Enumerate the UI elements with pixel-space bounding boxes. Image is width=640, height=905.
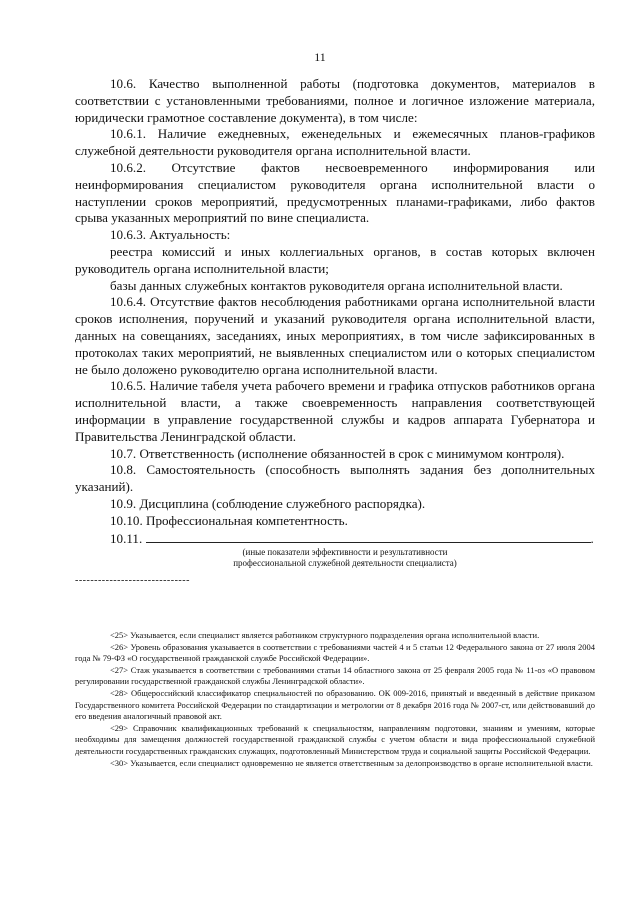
paragraph-10-10: 10.10. Профессиональная компетентность.: [110, 512, 348, 528]
paragraph-registry: реестра комиссий и иных коллегиальных органов, в состав которых включен руководитель органа исполнительной власти;: [75, 243, 595, 276]
paragraph-10-9: 10.9. Дисциплина (соблюдение служебного распорядка).: [110, 495, 426, 511]
paragraph-10-6-4: 10.6.4. Отсутствие фактов несоблюдения работниками органа исполнительной власти сроков исполнения, поручений и указаний руководителя органа исполнительной власти, данных на совещаниях, заседаниях, иных мероприятиях, в том числе зафиксированных в протоколах таких мероприятий, не выявленных специалистом или о которых специалистом не было доложено руководителю органа исполнительной власти.: [75, 294, 595, 377]
paragraph-10-6-2: 10.6.2. Отсутствие фактов несвоевременного информирования или неинформирования специалистом руководителя органа исполнительной власти о наступлении сроков мероприятий, предусмотренных планами-графиками, либо фактов срыва указанных мероприятий по вине специалиста.: [75, 159, 595, 226]
caption-line-1: (иные показатели эффективности и результативности: [242, 547, 448, 558]
footnote-28: <28> Общероссийский классификатор специальностей по образованию. ОК 009-2016, принятый и введенный в действие приказом Государственного комитета Российской Федерации по стандартизации и метрологии от 8 декабря 2016 года № 2007-ст, или действовавший до его введения аналогичный правовой акт.: [75, 687, 595, 722]
footnote-27: <27> Стаж указывается в соответствии с требованиями статьи 14 областного закона от 25 февраля 2005 года № 11-оз «О правовом регулировании государственной гражданской службы Ленинградской области».: [75, 664, 595, 687]
fill-in-caption: [75, 547, 595, 569]
item-tail: .: [590, 530, 594, 546]
paragraph-database: базы данных служебных контактов руководителя органа исполнительной власти.: [110, 277, 563, 293]
footnote-25: <25> Указывается, если специалист является работником структурного подразделения органа исполнительной власти.: [110, 630, 540, 640]
footnote-30: <30> Указывается, если специалист одновременно не является ответственным за делопроизводство в органе исполнительной власти.: [110, 757, 593, 768]
page-number: 11: [314, 50, 326, 64]
paragraph-10-8: 10.8. Самостоятельность (способность выполнять задания без дополнительных указаний).: [75, 462, 595, 495]
footnote-26: <26> Уровень образования указывается в соответствии с требованиями частей 4 и 5 статьи 12 Федерального закона от 27 июля 2004 года № 79-ФЗ «О государственной гражданской службе Российской Федерации».: [75, 641, 595, 664]
footnote-29: <29> Справочник квалификационных требований к специальностям, направлениям подготовки, знаниям и умениям, которые необходимы для замещения должностей государственной гражданской службы с учетом области и вида профессиональной служебной деятельности государственных гражданских служащих, подготовленный Министерством труда и социальной защиты Российской Федерации.: [75, 722, 595, 756]
paragraph-10-6: 10.6. Качество выполненной работы (подготовка документов, материалов в соответствии с установленными требованиями, полное и логичное изложение материала, юридически грамотное составление документа), в том числе:: [75, 76, 595, 125]
document-body: [75, 76, 595, 590]
paragraph-10-6-3: 10.6.3. Актуальность:: [110, 227, 231, 243]
footnotes: [75, 630, 595, 769]
paragraph-10-6-5: 10.6.5. Наличие табеля учета рабочего времени и графика отпусков работников органа исполнительной власти, а также своевременность направления соответствующей информации в управление государственной службы и кадров аппарата Губернатора и Правительства Ленинградской области.: [75, 378, 595, 444]
footnote-separator: ------------------------------: [75, 575, 190, 587]
fill-in-line: [146, 530, 591, 543]
paragraph-10-7: 10.7. Ответственность (исполнение обязанностей в срок с минимумом контроля).: [110, 445, 565, 461]
paragraph-10-6-1: 10.6.1. Наличие ежедневных, еженедельных и ежемесячных планов-графиков служебной деятельности руководителя органа исполнительной власти.: [75, 126, 595, 159]
paragraph-10-11: [75, 530, 595, 548]
item-label: 10.11.: [110, 530, 143, 546]
caption-line-2: профессиональной служебной деятельности специалиста): [233, 558, 457, 569]
